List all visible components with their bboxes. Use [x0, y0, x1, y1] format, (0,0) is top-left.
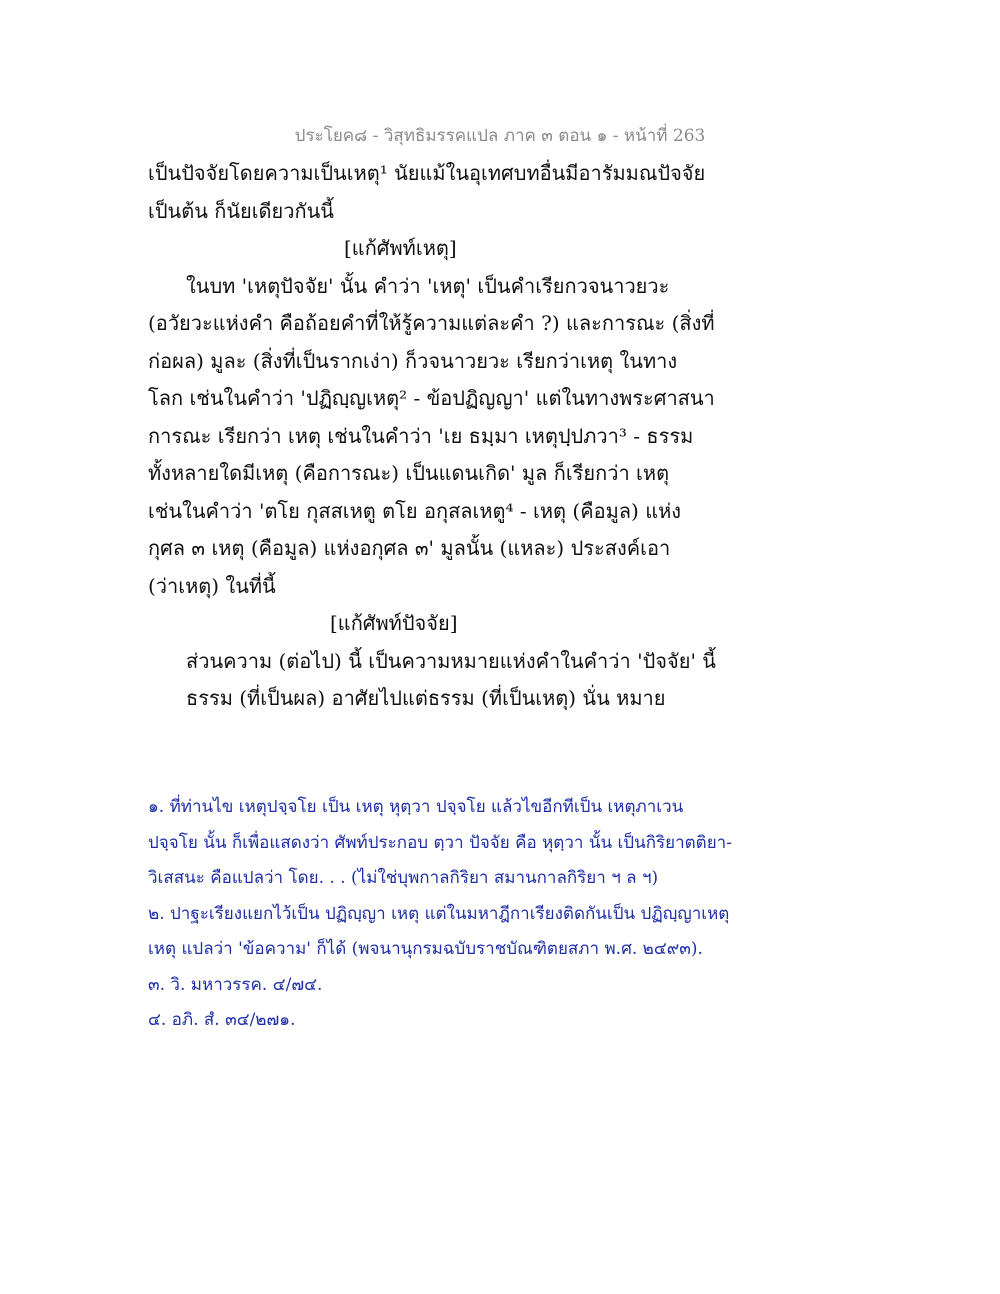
body-line: ส่วนความ (ต่อไป) นี้ เป็นความหมายแห่งคำในคำว่า 'ปัจจัย' นี้ [186, 648, 716, 673]
running-header: ประโยค๘ - วิสุทธิมรรคแปล ภาค ๓ ตอน ๑ - หน้าที่ 263 [294, 126, 706, 146]
footnotes [148, 790, 768, 1039]
footnote-line: ปจฺจโย นั้น ก็เพื่อแสดงว่า ศัพท์ประกอบ ตฺวา ปัจจัย คือ หุตฺวา นั้น เป็นกิริยาตติยา- [148, 832, 732, 853]
body-line: ก่อผล) มูละ (สิ่งที่เป็นรากเง่า) ก็วจนาวยวะ เรียกว่าเหตุ ในทาง [148, 348, 678, 373]
section-heading: [แก้ศัพท์เหตุ] [344, 236, 457, 260]
body-line: (อวัยวะแห่งคำ คือถ้อยคำที่ให้รู้ความแต่ละคำ ?) และการณะ (สิ่งที่ [148, 311, 715, 335]
footnote-line: วิเสสนะ คือแปลว่า โดย. . . (ไม่ใช่บุพกาลกิริยา สมานกาลกิริยา ฯ ล ฯ) [148, 868, 659, 888]
body-line: (ว่าเหตุ) ในที่นี้ [148, 573, 276, 598]
footnote-line: ๒. ปาฐะเรียงแยกไว้เป็น ปฏิญฺญา เหตุ แต่ในมหาฎีกาเรียงติดกันเป็น ปฏิญฺญาเหตุ [148, 903, 730, 924]
body-line: กุศล ๓ เหตุ (คือมูล) แห่งอกุศล ๓' มูลนั้น (แหละ) ประสงค์เอา [148, 536, 671, 560]
body-line: เป็นต้น ก็นัยเดียวกันนี้ [148, 198, 334, 223]
section-heading: [แก้ศัพท์ปัจจัย] [330, 611, 458, 635]
footnote-line: ๔. อภิ. สํ. ๓๔/๒๗๑. [148, 1010, 296, 1030]
body-text [148, 155, 716, 718]
body-line: เช่นในคำว่า 'ตโย กุสสเหตู ตโย อกุสลเหตู⁴ - เหตุ (คือมูล) แห่ง [148, 498, 682, 523]
footnote-line: ๓. วิ. มหาวรรค. ๔/๗๔. [148, 974, 323, 995]
body-line: ธรรม (ที่เป็นผล) อาศัยไปแต่ธรรม (ที่เป็นเหตุ) นั่น หมาย [186, 686, 666, 710]
body-line: เป็นปัจจัยโดยความเป็นเหตุ¹ นัยแม้ในอุเทศบทอื่นมีอารัมมณปัจจัย [148, 161, 706, 185]
footnote-line: ๑. ที่ท่านไข เหตุปจฺจโย เป็น เหตุ หุตฺวา ปจฺจโย แล้วไขอีกทีเป็น เหตุภาเวน [148, 797, 684, 817]
body-line: โลก เช่นในคำว่า 'ปฏิญฺญเหตุ² - ข้อปฏิญญา' แต่ในทางพระศาสนา [148, 386, 715, 410]
body-line: ในบท 'เหตุปัจจัย' นั้น คำว่า 'เหตุ' เป็นคำเรียกวจนาวยวะ [186, 273, 670, 298]
footnote-line: เหตุ แปลว่า 'ข้อความ' ก็ได้ (พจนานุกรมฉบับราชบัณฑิตยสภา พ.ศ. ๒๔๙๓). [148, 939, 703, 959]
body-line: การณะ เรียกว่า เหตุ เช่นในคำว่า 'เย ธมฺมา เหตุปฺปภวา³ - ธรรม [148, 423, 694, 448]
body-line: ทั้งหลายใดมีเหตุ (คือการณะ) เป็นแดนเกิด' มูล ก็เรียกว่า เหตุ [148, 461, 670, 485]
